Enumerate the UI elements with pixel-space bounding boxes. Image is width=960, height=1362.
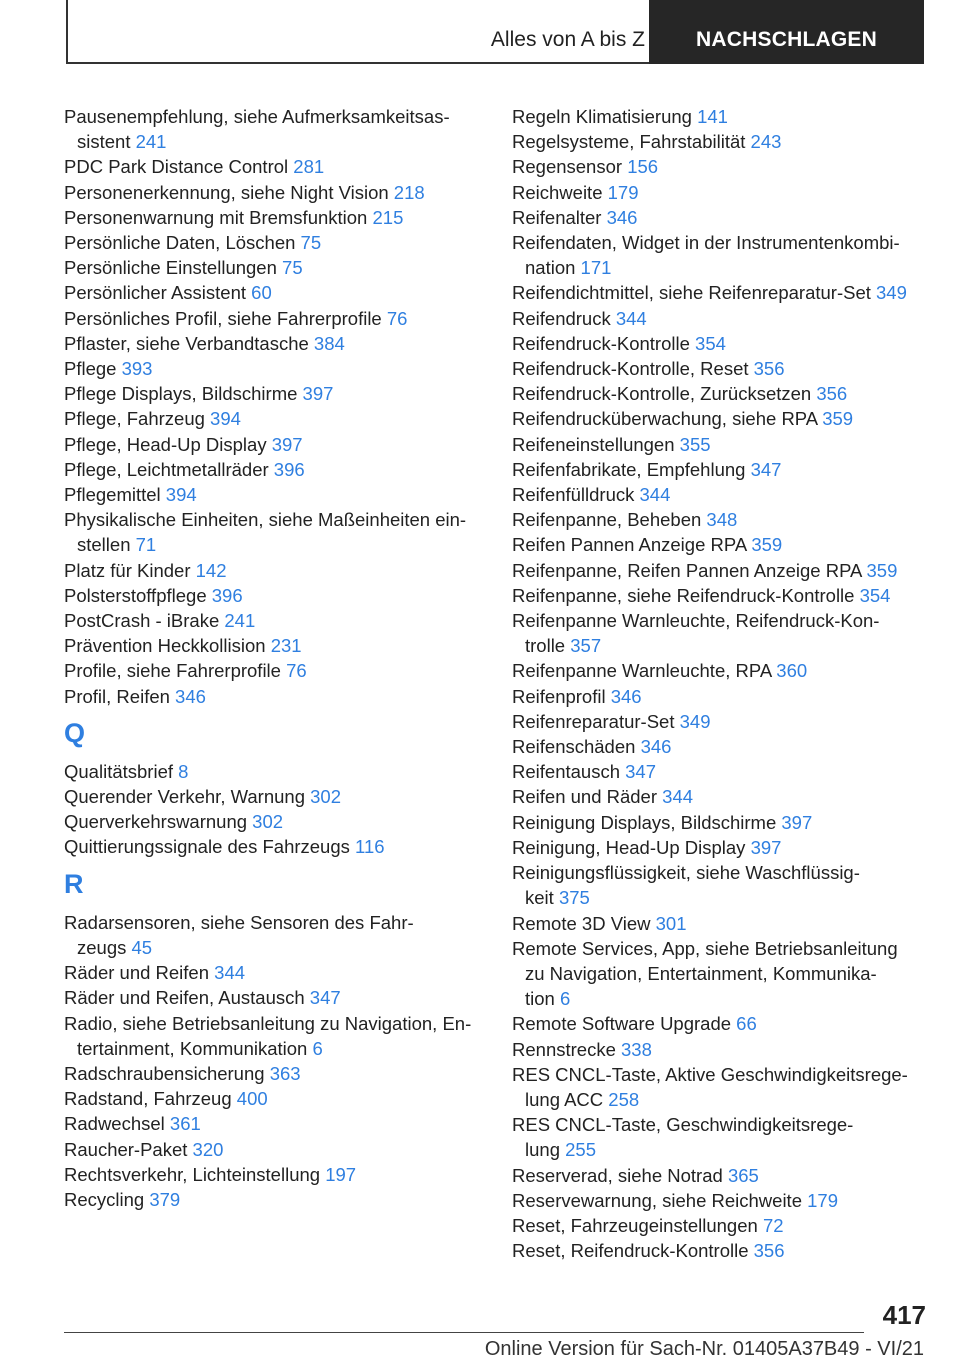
index-entry-term: Persönliche Einstellungen xyxy=(64,257,277,279)
index-entry-page-link[interactable]: 355 xyxy=(679,433,711,455)
index-entry-page-link[interactable]: 8 xyxy=(178,760,189,782)
index-entry-term: Reifendruck-Kontrolle, Zurücksetzen xyxy=(512,383,812,405)
index-entry xyxy=(512,154,932,179)
chapter-tab: NACHSCHLAGEN xyxy=(649,0,924,64)
index-entry xyxy=(64,154,484,179)
index-entry-page-link[interactable]: 241 xyxy=(135,131,167,153)
index-entry xyxy=(512,558,932,583)
index-entry-term: Reinigung Displays, Bildschirme xyxy=(512,811,777,833)
index-entry xyxy=(64,1137,484,1162)
index-entry xyxy=(64,759,484,784)
index-entry-term: Reifendruck xyxy=(512,307,611,329)
index-entry xyxy=(512,1213,932,1238)
index-entry-term: Physikalische Einheiten, siehe Maßeinheiten ein- stellen xyxy=(64,509,467,556)
page-header xyxy=(66,0,924,64)
index-entry-page-link[interactable]: 344 xyxy=(615,307,647,329)
index-entry-page-link[interactable]: 348 xyxy=(706,509,738,531)
index-entry-page-link[interactable]: 75 xyxy=(300,232,322,254)
index-entry xyxy=(64,583,484,608)
index-entry xyxy=(512,457,932,482)
index-entry-term: PostCrash - iBrake xyxy=(64,610,220,632)
index-entry-term: Reifenpanne, Beheben xyxy=(512,509,702,531)
index-entry xyxy=(512,784,932,809)
index-entry xyxy=(512,306,932,331)
index-entry-page-link[interactable]: 45 xyxy=(131,936,153,958)
index-entry-page-link[interactable]: 60 xyxy=(251,282,272,304)
index-entry-page-link[interactable]: 384 xyxy=(313,332,345,354)
index-entry-page-link[interactable]: 346 xyxy=(606,206,638,228)
index-entry-page-link[interactable]: 66 xyxy=(736,1013,757,1035)
index-entry xyxy=(64,306,484,331)
index-entry-page-link[interactable]: 301 xyxy=(655,912,687,934)
index-entry-term: Reservewarnung, siehe Reichweite xyxy=(512,1189,802,1211)
index-entry-term: Reifenprofil xyxy=(512,685,606,707)
index-entry-page-link[interactable]: 338 xyxy=(621,1038,652,1060)
index-entry-page-link[interactable]: 379 xyxy=(149,1188,181,1210)
index-entry xyxy=(64,280,484,305)
index-entry-term: Reifenfülldruck xyxy=(512,484,635,506)
index-entry-term: Reifenalter xyxy=(512,206,602,228)
index-entry xyxy=(64,1061,484,1086)
index-entry-page-link[interactable]: 346 xyxy=(640,736,672,758)
index-entry-page-link[interactable]: 354 xyxy=(859,584,891,606)
index-entry-term: Reifenfabrikate, Empfehlung xyxy=(512,458,746,480)
index-entry xyxy=(64,230,484,255)
index-entry-term: Raucher-Paket xyxy=(64,1138,188,1160)
index-entry-term: Profile, siehe Fahrerprofile xyxy=(64,660,281,682)
index-entry-page-link[interactable]: 365 xyxy=(727,1164,759,1186)
index-entry-page-link[interactable]: 375 xyxy=(558,887,590,909)
index-entry xyxy=(512,180,932,205)
index-entry-term: Reifen und Räder xyxy=(512,786,658,808)
index-entry-page-link[interactable]: 397 xyxy=(750,836,782,858)
index-entry xyxy=(512,532,932,557)
index-entry-page-link[interactable]: 6 xyxy=(312,1037,323,1059)
index-entry xyxy=(64,356,484,381)
index-entry-term: Qualitätsbrief xyxy=(64,760,173,782)
index-entry-term: Rechtsverkehr, Lichteinstellung xyxy=(64,1163,321,1185)
index-entry-page-link[interactable]: 396 xyxy=(211,584,243,606)
header-rule-horizontal xyxy=(66,62,649,64)
index-entry-term: Räder und Reifen xyxy=(64,962,210,984)
index-entry-term: Reifenschäden xyxy=(512,736,636,758)
index-entry-term: Prävention Heckkollision xyxy=(64,635,266,657)
index-entry-term: Radstand, Fahrzeug xyxy=(64,1088,232,1110)
index-entry xyxy=(512,432,932,457)
index-entry-term: Pflege, Leichtmetallräder xyxy=(64,458,269,480)
index-entry xyxy=(512,1037,932,1062)
index-entry xyxy=(64,558,484,583)
index-entry-term: Reset, Reifendruck-Kontrolle xyxy=(512,1240,749,1262)
index-entry-term: Querverkehrswarnung xyxy=(64,811,248,833)
index-entry xyxy=(64,809,484,834)
index-entry xyxy=(512,482,932,507)
index-entry xyxy=(64,180,484,205)
index-entry-page-link[interactable]: 357 xyxy=(570,635,602,657)
index-entry-page-link[interactable]: 241 xyxy=(224,610,256,632)
index-entry-page-link[interactable]: 76 xyxy=(386,307,408,329)
index-entry-term: Regelsysteme, Fahrstabilität xyxy=(512,131,746,153)
index-entry xyxy=(512,1163,932,1188)
index-entry-term: Reifeneinstellungen xyxy=(512,433,675,455)
index-entry-page-link[interactable]: 302 xyxy=(310,786,341,808)
index-entry xyxy=(512,835,932,860)
index-entry xyxy=(512,608,932,658)
index-entry xyxy=(64,457,484,482)
index-entry-term: Reifentausch xyxy=(512,761,620,783)
index-entry-term: Querender Verkehr, Warnung xyxy=(64,786,305,808)
index-entry-term: Reifen Pannen Anzeige RPA xyxy=(512,534,747,556)
index-entry-term: Pflege, Fahrzeug xyxy=(64,408,205,430)
index-entry-term: Quittierungssignale des Fahrzeugs xyxy=(64,836,350,858)
index-entry-page-link[interactable]: 349 xyxy=(679,710,711,732)
index-entry-term: PDC Park Distance Control xyxy=(64,156,289,178)
index-entry-term: Profil, Reifen xyxy=(64,685,170,707)
index-entry-page-link[interactable]: 141 xyxy=(697,106,728,127)
index-entry-term: Reifenpanne Warnleuchte, RPA xyxy=(512,660,772,682)
index-entry-page-link[interactable]: 360 xyxy=(776,660,808,682)
index-entry-term: RES CNCL-Taste, Aktive Geschwindigkeitsrege- lung ACC xyxy=(512,1063,908,1110)
index-entry-term: Räder und Reifen, Austausch xyxy=(64,987,305,1009)
index-entry-page-link[interactable]: 76 xyxy=(286,660,307,682)
index-column-left xyxy=(64,104,484,1212)
index-entry-page-link[interactable]: 356 xyxy=(816,383,848,405)
index-entry-term: Pflege Displays, Bildschirme xyxy=(64,383,298,405)
index-entry-page-link[interactable]: 215 xyxy=(372,206,404,228)
index-entry-term: Polsterstoffpflege xyxy=(64,584,207,606)
index-column-right xyxy=(512,104,932,1263)
index-entry xyxy=(512,230,932,280)
index-entry xyxy=(512,356,932,381)
index-entry xyxy=(512,759,932,784)
index-entry-page-link[interactable]: 344 xyxy=(639,484,671,506)
index-entry xyxy=(512,583,932,608)
index-entry-term: Remote Services, App, siehe Betriebsanleitung zu Navigation, Entertainment, Kommunika- tion xyxy=(512,937,898,1010)
index-entry-term: RES CNCL-Taste, Geschwindigkeitsrege- lung xyxy=(512,1114,854,1161)
index-entry-page-link[interactable]: 71 xyxy=(135,534,157,556)
index-entry xyxy=(64,482,484,507)
index-entry xyxy=(64,684,484,709)
index-entry xyxy=(64,432,484,457)
index-entry-page-link[interactable]: 393 xyxy=(121,358,153,380)
index-entry-page-link[interactable]: 396 xyxy=(273,458,305,480)
index-entry-term: Persönlicher Assistent xyxy=(64,282,247,304)
index-entry-page-link[interactable]: 394 xyxy=(165,484,197,506)
index-entry-term: Reifendaten, Widget in der Instrumentenkombi- nation xyxy=(512,232,900,279)
index-entry xyxy=(512,936,932,1012)
page-number: 417 xyxy=(882,1300,926,1330)
index-entry xyxy=(64,104,484,154)
index-entry xyxy=(512,104,932,129)
index-entry xyxy=(64,1162,484,1187)
index-entry-page-link[interactable]: 356 xyxy=(753,358,785,380)
index-entry-page-link[interactable]: 142 xyxy=(195,559,227,581)
index-entry xyxy=(64,381,484,406)
index-entry xyxy=(64,1111,484,1136)
index-entry-page-link[interactable]: 179 xyxy=(607,181,639,203)
index-entry-term: Reset, Fahrzeugeinstellungen xyxy=(512,1214,758,1236)
index-entry-term: Reifenpanne, siehe Reifendruck-Kontrolle xyxy=(512,584,855,606)
index-entry-term: Radwechsel xyxy=(64,1113,165,1135)
index-entry-term: Pflege xyxy=(64,358,117,380)
index-entry xyxy=(64,205,484,230)
index-entry-term: Personenerkennung, siehe Night Vision xyxy=(64,181,389,203)
index-entry xyxy=(512,1188,932,1213)
index-entry-page-link[interactable]: 346 xyxy=(610,685,642,707)
index-entry-page-link[interactable]: 258 xyxy=(608,1088,640,1110)
index-entry xyxy=(64,985,484,1010)
index-entry-page-link[interactable]: 359 xyxy=(822,408,854,430)
footer-text: Online Version für Sach-Nr. 01405A37B49 - VI/21 xyxy=(484,1338,924,1360)
index-entry-page-link[interactable]: 197 xyxy=(325,1163,357,1185)
index-entry-term: Reinigung, Head-Up Display xyxy=(512,836,746,858)
index-letter-heading: R xyxy=(64,868,84,899)
index-entry-term: Reifenpanne Warnleuchte, Reifendruck-Kon- trolle xyxy=(512,610,880,657)
index-entry xyxy=(512,1112,932,1162)
index-entry-page-link[interactable]: 361 xyxy=(169,1113,201,1135)
index-entry-page-link[interactable]: 359 xyxy=(866,559,898,581)
index-entry-page-link[interactable]: 6 xyxy=(559,988,571,1010)
index-entry-term: Remote Software Upgrade xyxy=(512,1013,732,1035)
index-entry-term: Reifendrucküberwachung, siehe RPA xyxy=(512,408,818,430)
index-entry-term: Recycling xyxy=(64,1188,145,1210)
index-entry xyxy=(512,734,932,759)
index-entry-page-link[interactable]: 218 xyxy=(393,181,425,203)
index-entry-term: Personenwarnung mit Bremsfunktion xyxy=(64,206,368,228)
index-entry xyxy=(512,381,932,406)
index-entry-term: Radschraubensicherung xyxy=(64,1062,265,1084)
index-entry xyxy=(512,860,932,910)
index-entry-page-link[interactable]: 116 xyxy=(355,836,385,858)
index-entry-page-link[interactable]: 354 xyxy=(695,332,726,354)
index-entry-page-link[interactable]: 347 xyxy=(625,761,656,783)
index-entry-page-link[interactable]: 400 xyxy=(236,1088,268,1110)
footer-rule xyxy=(64,1332,864,1333)
index-entry-term: Pflaster, siehe Verbandtasche xyxy=(64,332,309,354)
index-entry-term: Pflege, Head-Up Display xyxy=(64,433,267,455)
index-entry-page-link[interactable]: 347 xyxy=(309,987,341,1009)
index-entry-term: Remote 3D View xyxy=(512,912,651,934)
index-entry xyxy=(64,255,484,280)
index-entry-page-link[interactable]: 363 xyxy=(269,1062,301,1084)
index-entry-term: Pflegemittel xyxy=(64,484,161,506)
index-entry-term: Radarsensoren, siehe Sensoren des Fahr- zeugs xyxy=(64,911,414,958)
index-entry-page-link[interactable]: 359 xyxy=(751,534,783,556)
index-entry xyxy=(512,280,932,305)
index-entry-page-link[interactable]: 397 xyxy=(781,811,813,833)
index-entry-page-link[interactable]: 171 xyxy=(580,257,612,279)
index-entry-page-link[interactable]: 281 xyxy=(293,156,325,178)
index-entry xyxy=(64,1011,484,1061)
index-entry-page-link[interactable]: 344 xyxy=(214,962,246,984)
index-entry xyxy=(64,960,484,985)
index-entry-page-link[interactable]: 75 xyxy=(282,257,303,279)
index-entry xyxy=(512,709,932,734)
index-entry xyxy=(512,507,932,532)
index-entry xyxy=(64,784,484,809)
index-entry-term: Regensensor xyxy=(512,156,623,178)
index-entry-page-link[interactable]: 349 xyxy=(876,282,907,304)
index-entry xyxy=(512,810,932,835)
index-entry-term: Rennstrecke xyxy=(512,1038,616,1060)
index-entry-term: Persönliche Daten, Löschen xyxy=(64,232,296,254)
index-entry-term: Reserverad, siehe Notrad xyxy=(512,1164,723,1186)
index-entry xyxy=(64,834,484,859)
index-entry-page-link[interactable]: 302 xyxy=(252,811,284,833)
index-entry xyxy=(64,608,484,633)
index-entry xyxy=(64,1086,484,1111)
index-entry-term: Reifendruck-Kontrolle xyxy=(512,332,690,354)
index-entry xyxy=(512,1062,932,1112)
index-entry-term: Platz für Kinder xyxy=(64,559,191,581)
index-entry xyxy=(64,406,484,431)
index-entry xyxy=(64,633,484,658)
index-entry xyxy=(64,1187,484,1212)
index-entry xyxy=(64,331,484,356)
index-entry xyxy=(512,406,932,431)
index-entry-term: Reichweite xyxy=(512,181,603,203)
index-entry-term: Reinigungsflüssigkeit, siehe Waschflüssig- keit xyxy=(512,862,860,909)
index-entry-page-link[interactable]: 347 xyxy=(750,458,782,480)
index-entry-term: Reifendichtmittel, siehe Reifenreparatur-Set xyxy=(512,282,871,304)
index-entry-page-link[interactable]: 231 xyxy=(270,635,302,657)
index-entry-term: Persönliches Profil, siehe Fahrerprofile xyxy=(64,307,382,329)
index-entry-term: Reifendruck-Kontrolle, Reset xyxy=(512,358,749,380)
index-entry xyxy=(512,911,932,936)
index-entry-term: Pausenempfehlung, siehe Aufmerksamkeitsas- sistent xyxy=(64,106,450,153)
index-entry xyxy=(512,684,932,709)
index-entry-page-link[interactable]: 397 xyxy=(271,433,303,455)
index-entry xyxy=(512,658,932,683)
index-entry-page-link[interactable]: 346 xyxy=(175,685,206,707)
index-entry-page-link[interactable]: 394 xyxy=(210,408,241,430)
index-entry-term: Regeln Klimatisierung xyxy=(512,106,692,127)
index-entry-page-link[interactable]: 243 xyxy=(750,131,782,153)
index-entry-page-link[interactable]: 397 xyxy=(302,383,334,405)
index-entry-page-link[interactable]: 356 xyxy=(753,1240,785,1262)
index-entry xyxy=(64,658,484,683)
index-entry xyxy=(512,331,932,356)
index-entry-page-link[interactable]: 255 xyxy=(565,1139,596,1161)
index-entry-page-link[interactable]: 72 xyxy=(762,1214,784,1236)
index-entry xyxy=(64,507,484,557)
index-entry-page-link[interactable]: 156 xyxy=(627,156,659,178)
section-title: Alles von A bis Z xyxy=(490,28,645,51)
index-entry xyxy=(512,205,932,230)
index-entry-term: Reifenpanne, Reifen Pannen Anzeige RPA xyxy=(512,559,862,581)
index-entry-term: Reifenreparatur-Set xyxy=(512,710,675,732)
index-entry xyxy=(64,910,484,960)
index-entry xyxy=(512,1238,932,1263)
index-entry xyxy=(512,129,932,154)
index-entry-page-link[interactable]: 179 xyxy=(807,1189,838,1211)
index-entry-page-link[interactable]: 344 xyxy=(662,786,694,808)
index-entry-page-link[interactable]: 320 xyxy=(192,1138,224,1160)
index-letter-heading: Q xyxy=(64,717,86,748)
index-entry-term: Radio, siehe Betriebsanleitung zu Navigation, En- tertainment, Kommunikation xyxy=(64,1012,472,1059)
index-entry xyxy=(512,1011,932,1036)
header-rule-vertical xyxy=(66,0,68,64)
